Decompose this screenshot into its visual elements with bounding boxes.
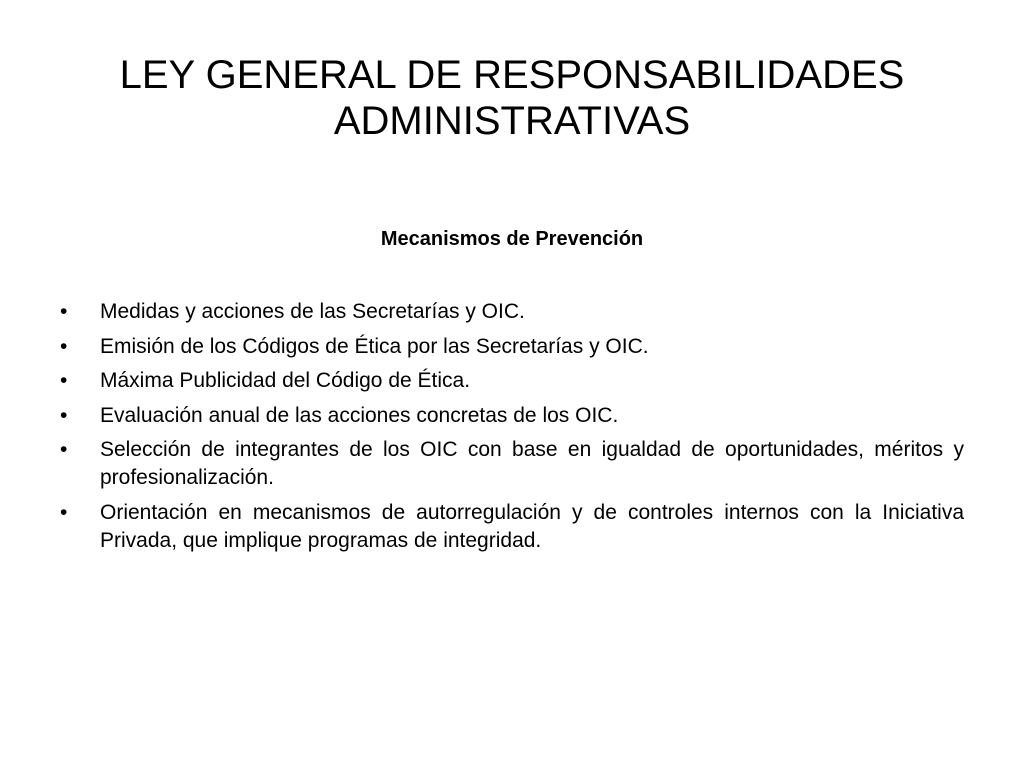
bullet-item [60,402,964,430]
bullet-icon: • [60,334,68,358]
bullet-text: Máxima Publicidad del Código de Ética. [100,369,471,392]
bullet-item [60,499,964,555]
slide-title [60,52,964,144]
bullet-icon: • [60,500,68,524]
bullet-item [60,436,964,492]
bullet-item [60,298,964,326]
bullet-icon: • [60,300,68,323]
bullet-icon: • [60,438,68,461]
bullet-text: Medidas y acciones de las Secretarías y OIC. [100,300,525,323]
bullet-icon: • [60,369,68,392]
bullet-text: Selección de integrantes de los OIC con base en igualdad de oportunidades, méritos y profesionalización. [100,438,964,489]
bullet-item [60,333,964,361]
slide-title-line-1: LEY GENERAL DE RESPONSABILIDADES [119,53,905,97]
bullet-text: Orientación en mecanismos de autorregulación y de controles internos con la Iniciativa Privada, que implique programas de integridad. [100,500,964,552]
bullet-text: Evaluación anual de las acciones concretas de los OIC. [100,403,619,427]
bullet-text: Emisión de los Códigos de Ética por las Secretarías y OIC. [100,334,649,358]
bullet-icon: • [60,403,68,427]
bullet-list [60,298,964,561]
bullet-item [60,367,964,395]
section-subtitle: Mecanismos de Prevención [380,228,644,250]
slide-title-line-2: ADMINISTRATIVAS [333,99,691,143]
